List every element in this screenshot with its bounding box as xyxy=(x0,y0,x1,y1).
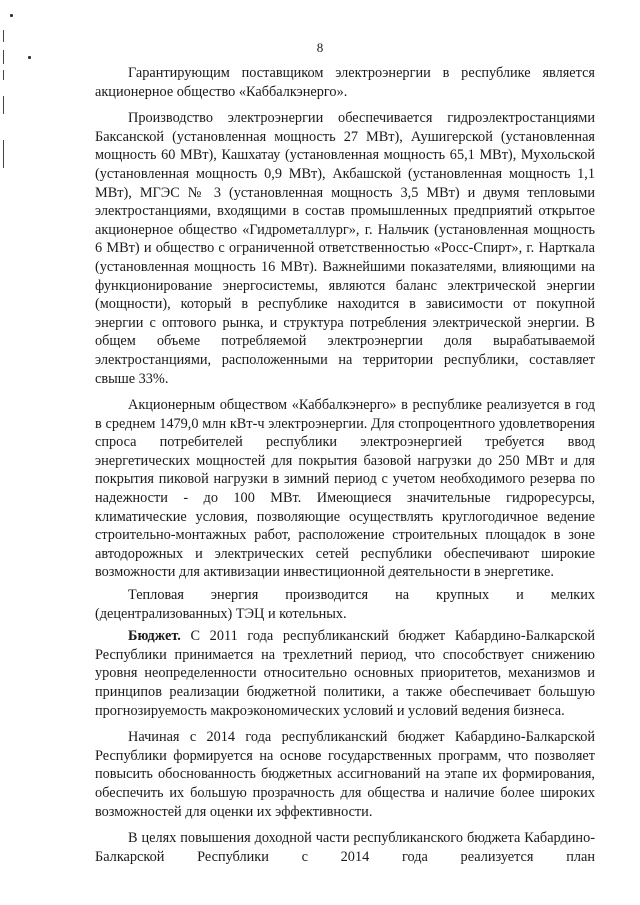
margin-line xyxy=(3,140,4,168)
page-number: 8 xyxy=(316,40,324,55)
budget-text: С 2011 года республиканский бюджет Кабардино-Балкарской Республики принимается на трехлетний период, что способствует снижению уровня неопределенности относительно основных приоритетов, механизмов и принципов реализации бюджетной политики, а также обеспечивает большую прогнозируемость макроэкономических условий и условий ведения бизнеса. xyxy=(95,628,595,719)
paragraph-power-production: Производство электроэнергии обеспечивается гидроэлектростанциями Баксанской (установленная мощность 27 МВт), Аушигерской (установленная мощность 60 МВт), Кашхатау (установленная мощность 65,1 МВт), Мухольской (установленная мощность 0,9 МВт), Акбашской (установленная мощность 1,1 МВт), МГЭС № 3 (установленная мощность 3,5 МВт) и двумя тепловыми электростанциями, входящими в состав промышленных предприятий открытое акционерное общество «Гидрометаллург», г. Нальчик (установленная мощность 6 МВт) и общество с ограниченной ответственностью «Росс-Спирт», г. Нарткала (установленная мощность 16 МВт). Важнейшими показателями, влияющими на функционирование энергосистемы, являются баланс электрической энергии (мощности), который в республике находится в зависимости от покупной энергии с оптового рынка, и структура потребления электрической энергии. В общем объеме потребляемой электроэнергии доля вырабатываемой электростанциями, расположенными на территории республики, составляет свыше 33%. xyxy=(95,110,595,387)
scan-dot xyxy=(10,14,13,17)
paragraph-revenue-plan: В целях повышения доходной части республиканского бюджета Кабардино-Балкарской Республики с 2014 года реализуется план xyxy=(95,830,595,865)
margin-line xyxy=(3,96,4,114)
scan-dot xyxy=(28,56,31,59)
paragraph-thermal-energy: Тепловая энергия производится на крупных и мелких (децентрализованных) ТЭЦ и котельных. xyxy=(95,587,595,622)
document-body xyxy=(95,64,595,874)
paragraph-supplier: Гарантирующим поставщиком электроэнергии в республике является акционерное общество «Каббалкэнерго». xyxy=(95,65,595,100)
budget-heading: Бюджет. xyxy=(128,628,181,645)
margin-line xyxy=(3,70,4,80)
paragraph-budget xyxy=(95,627,595,720)
paragraph-kabbalkenergo: Акционерным обществом «Каббалкэнерго» в республике реализуется в год в среднем 1479,0 млн кВт-ч электроэнергии. Для стопроцентного удовлетворения спроса потребителей республики электроэнергией требуется ввод энергетических мощностей для покрытия базовой нагрузки до 250 МВт и для покрытия пиковой нагрузки в зимний период с учетом необходимого резерва по надежности - до 100 МВт. Имеющиеся значительные гидроресурсы, климатические условия, позволяющие осуществлять круглогодичное ведение строительно-монтажных работ, расположение строительных площадок в зоне автодорожных и электрических сетей республики обеспечивают широкие возможности для активизации инвестиционной деятельности в энергетике. xyxy=(95,397,595,581)
paragraph-state-programs: Начиная с 2014 года республиканский бюджет Кабардино-Балкарской Республики формируется на основе государственных программ, что позволяет повысить обоснованность бюджетных ассигнований на этапе их формирования, обеспечить их большую прозрачность для общества и наличие более широких возможностей для оценки их эффективности. xyxy=(95,729,595,820)
